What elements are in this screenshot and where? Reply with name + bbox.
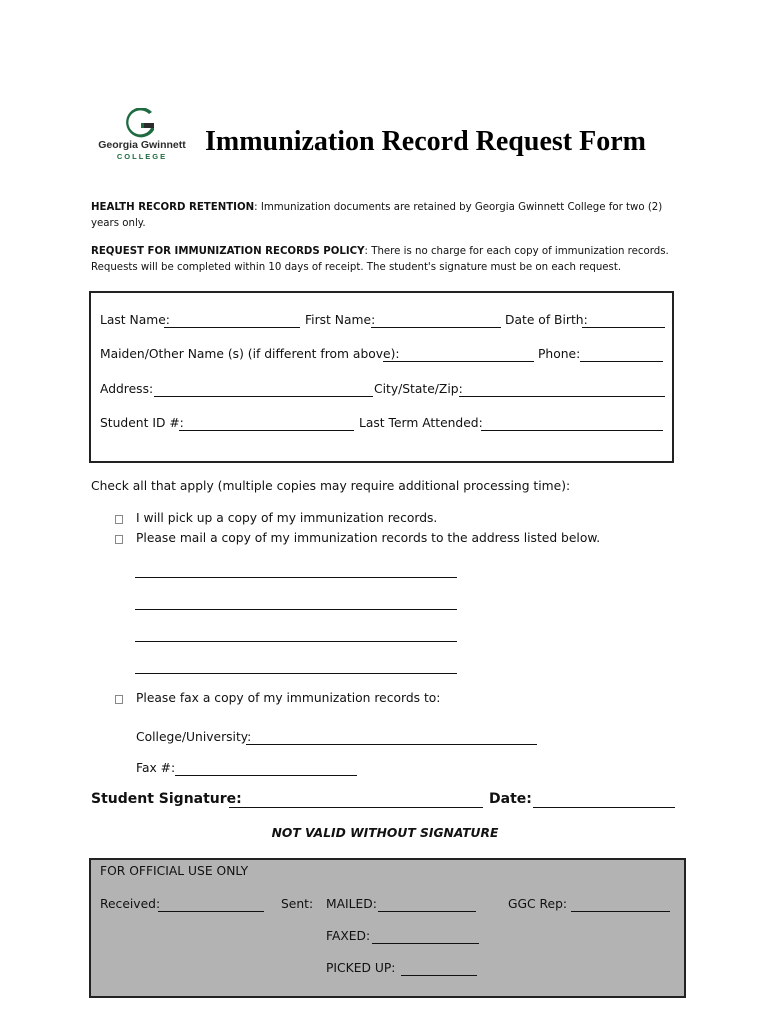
first-name-label: First Name:	[305, 313, 376, 327]
student-signature-field[interactable]	[229, 807, 483, 808]
first-name-field[interactable]	[371, 327, 501, 328]
fax-number-field[interactable]	[175, 775, 357, 776]
last-term-field[interactable]	[481, 430, 663, 431]
college-label: College/University:	[136, 730, 252, 744]
received-field[interactable]	[158, 911, 264, 912]
address-label: Address:	[100, 382, 154, 396]
signature-date-label: Date:	[489, 791, 532, 807]
picked-up-field[interactable]	[401, 975, 477, 976]
faxed-label: FAXED:	[326, 929, 371, 943]
retention-text: : Immunization documents are retained by Georgia Gwinnett College for two (2) years only.	[91, 202, 663, 229]
not-valid-notice: NOT VALID WITHOUT SIGNATURE	[271, 826, 499, 840]
last-name-label: Last Name:	[100, 313, 170, 327]
retention-paragraph	[91, 200, 681, 232]
request-policy-text: : There is no charge for each copy of immunization records. Requests will be completed within 10 days of receipt. The student's signature must be on each request.	[91, 246, 669, 273]
request-policy-paragraph	[91, 244, 681, 276]
student-signature-label: Student Signature:	[91, 791, 242, 807]
city-state-zip-field[interactable]	[459, 396, 665, 397]
mail-address-line-1[interactable]	[135, 577, 457, 578]
official-use-heading: FOR OFFICIAL USE ONLY	[100, 864, 249, 878]
phone-label: Phone:	[538, 347, 581, 361]
page-title: Immunization Record Request Form	[205, 126, 646, 157]
last-term-label: Last Term Attended:	[359, 416, 483, 430]
mail-address-line-4[interactable]	[135, 673, 457, 674]
dob-label: Date of Birth:	[505, 313, 588, 327]
college-field[interactable]	[246, 744, 537, 745]
faxed-field[interactable]	[372, 943, 479, 944]
student-id-label: Student ID #:	[100, 416, 184, 430]
college-logo-icon	[124, 108, 158, 138]
maiden-name-field[interactable]	[383, 361, 534, 362]
ggc-rep-label: GGC Rep:	[508, 897, 568, 911]
pickup-checkbox[interactable]	[115, 515, 123, 524]
mail-option-label: Please mail a copy of my immunization records to the address listed below.	[136, 531, 601, 545]
sent-label: Sent:	[281, 897, 314, 911]
logo-name: Georgia Gwinnett	[98, 139, 186, 151]
fax-checkbox[interactable]	[115, 695, 123, 704]
phone-field[interactable]	[580, 361, 663, 362]
mailed-label: MAILED:	[326, 897, 377, 911]
mail-address-line-2[interactable]	[135, 609, 457, 610]
student-id-field[interactable]	[179, 430, 354, 431]
signature-date-field[interactable]	[533, 807, 675, 808]
maiden-name-label: Maiden/Other Name (s) (if different from above):	[100, 347, 400, 361]
options-instructions: Check all that apply (multiple copies may require additional processing time):	[91, 479, 571, 493]
official-use-box	[89, 858, 686, 998]
retention-label: HEALTH RECORD RETENTION	[91, 202, 255, 213]
mailed-field[interactable]	[378, 911, 476, 912]
picked-up-label: PICKED UP:	[326, 961, 396, 975]
address-field[interactable]	[154, 396, 373, 397]
last-name-field[interactable]	[164, 327, 300, 328]
mail-checkbox[interactable]	[115, 535, 123, 544]
fax-option-label: Please fax a copy of my immunization records to:	[136, 691, 441, 705]
logo-subtitle: COLLEGE	[116, 152, 168, 161]
city-state-zip-label: City/State/Zip:	[374, 382, 463, 396]
ggc-rep-field[interactable]	[571, 911, 670, 912]
pickup-option-label: I will pick up a copy of my immunization records.	[136, 511, 438, 525]
mail-address-line-3[interactable]	[135, 641, 457, 642]
dob-field[interactable]	[582, 327, 665, 328]
request-policy-label: REQUEST FOR IMMUNIZATION RECORDS POLICY	[91, 246, 365, 257]
fax-number-label: Fax #:	[136, 761, 176, 775]
received-label: Received:	[100, 897, 161, 911]
